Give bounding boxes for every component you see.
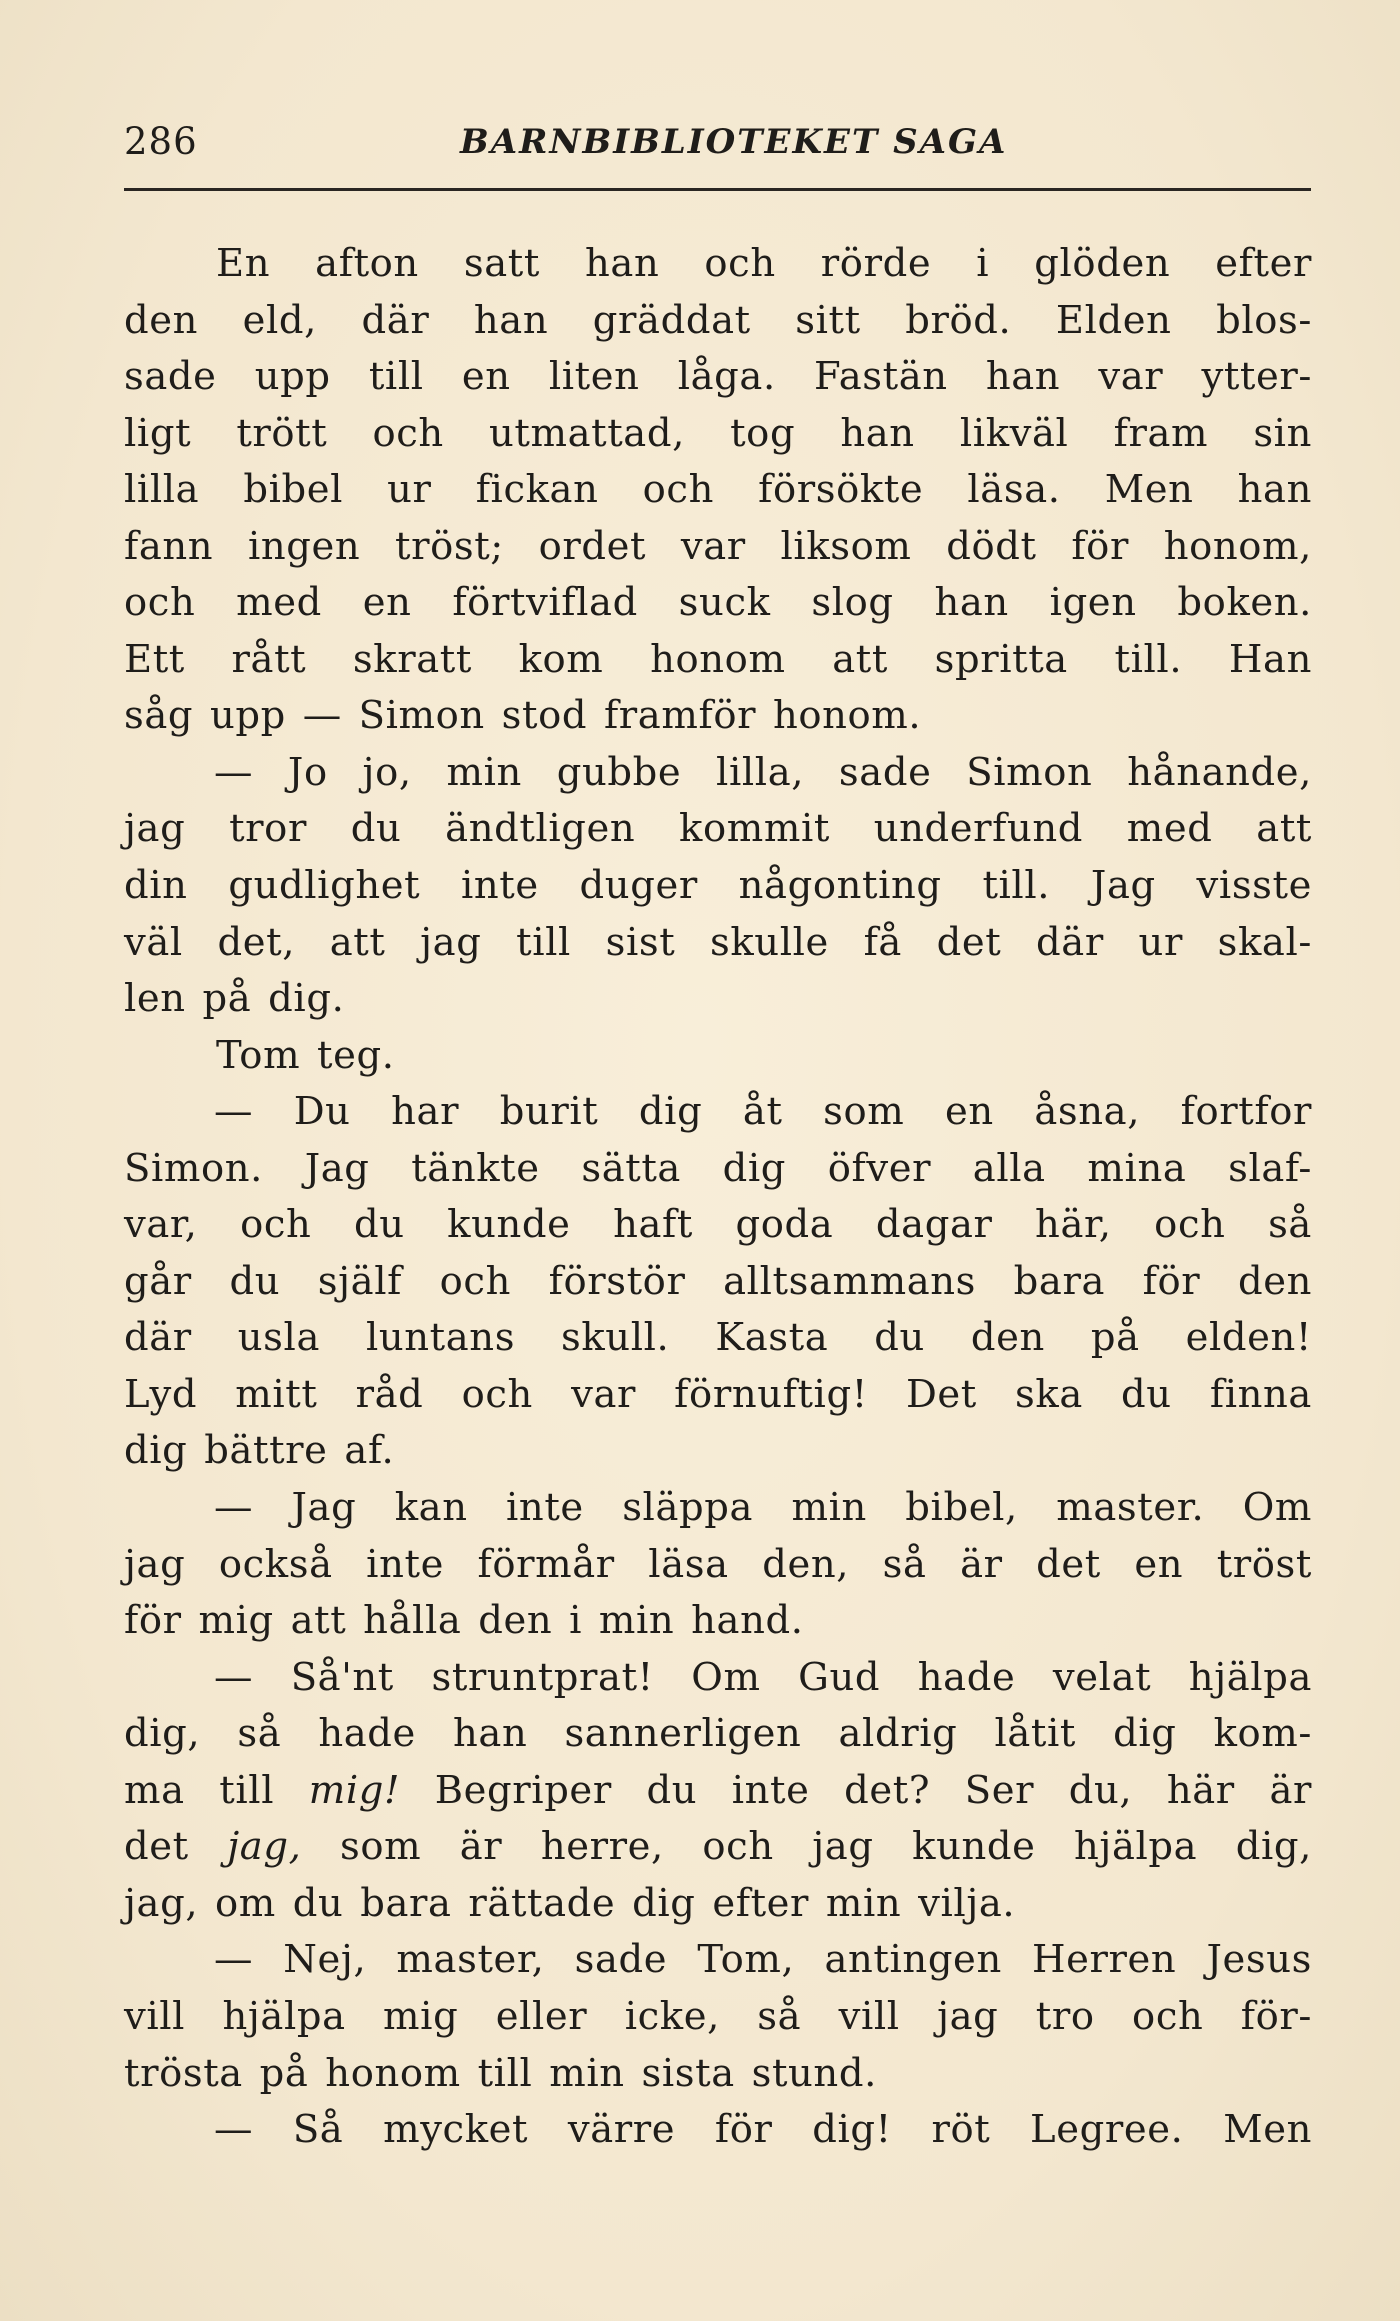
text-line: — Jag kan inte släppa min bibel, master. Om (214, 1485, 1312, 1531)
page-number: 286 (124, 120, 198, 163)
text-segment: Begriper du inte det? Ser du, här är (400, 1767, 1312, 1813)
text-segment: som är herre, och jag kunde hjälpa dig, (301, 1824, 1312, 1870)
text-line: lilla bibel ur fickan och försökte läsa. Men han (124, 467, 1312, 513)
text-line: Lyd mitt råd och var förnuftig! Det ska du finna (124, 1371, 1312, 1417)
text-line: för mig att hålla den i min hand. (124, 1598, 804, 1644)
emphasis-text: mig! (308, 1767, 401, 1813)
text-line: Tom teg. (216, 1032, 395, 1078)
text-line: — Jo jo, min gubbe lilla, sade Simon hånande, (214, 749, 1312, 795)
text-line: där usla luntans skull. Kasta du den på elden! (124, 1315, 1312, 1361)
text-line: fann ingen tröst; ordet var liksom dödt för honom, (124, 523, 1312, 569)
emphasis-text: jag, (227, 1824, 302, 1870)
text-line: var, och du kunde haft goda dagar här, och så (124, 1202, 1312, 1248)
text-line: Ett rått skratt kom honom att spritta till. Han (124, 636, 1312, 682)
text-line: dig, så hade han sannerligen aldrig låtit dig kom- (124, 1711, 1312, 1757)
text-line: Simon. Jag tänkte sätta dig öfver alla mina slaf- (124, 1145, 1312, 1191)
text-line (124, 1763, 1312, 1820)
text-line: vill hjälpa mig eller icke, så vill jag tro och för- (124, 1993, 1312, 2039)
text-segment: ma till (124, 1767, 309, 1813)
text-segment: det (124, 1824, 228, 1870)
text-line: jag tror du ändtligen kommit underfund med att (124, 806, 1312, 852)
header-rule (124, 188, 1311, 191)
text-line: den eld, där han gräddat sitt bröd. Elden blos- (124, 297, 1312, 343)
text-line: jag, om du bara rättade dig efter min vilja. (124, 1880, 1016, 1926)
text-line: — Du har burit dig åt som en åsna, fortfor (214, 1089, 1312, 1135)
text-line: din gudlighet inte duger någonting till. Jag visste (124, 863, 1312, 909)
running-head: BARNBIBLIOTEKET SAGA (460, 122, 1008, 162)
page-header (124, 112, 1309, 172)
text-line: — Så'nt struntprat! Om Gud hade velat hjälpa (214, 1654, 1312, 1700)
text-line: — Nej, master, sade Tom, antingen Herren Jesus (214, 1937, 1312, 1983)
text-line: dig bättre af. (124, 1428, 395, 1474)
text-line: går du själf och förstör alltsammans bara för den (124, 1258, 1312, 1304)
text-line: trösta på honom till min sista stund. (124, 2050, 877, 2096)
text-line: En afton satt han och rörde i glöden efter (216, 241, 1312, 286)
text-line: len på dig. (124, 976, 345, 1022)
text-line (124, 1819, 1312, 1876)
text-line: väl det, att jag till sist skulle få det där ur skal- (124, 919, 1312, 965)
text-line: — Så mycket värre för dig! röt Legree. Men (214, 2107, 1312, 2153)
text-line: sade upp till en liten låga. Fastän han var ytter- (124, 354, 1312, 400)
text-line: jag också inte förmår läsa den, så är det en tröst (124, 1541, 1312, 1587)
body-text (124, 236, 1312, 2159)
text-line: såg upp — Simon stod framför honom. (124, 693, 922, 739)
text-line: ligt trött och utmattad, tog han likväl fram sin (124, 410, 1312, 456)
text-line: och med en förtviflad suck slog han igen boken. (124, 580, 1312, 626)
